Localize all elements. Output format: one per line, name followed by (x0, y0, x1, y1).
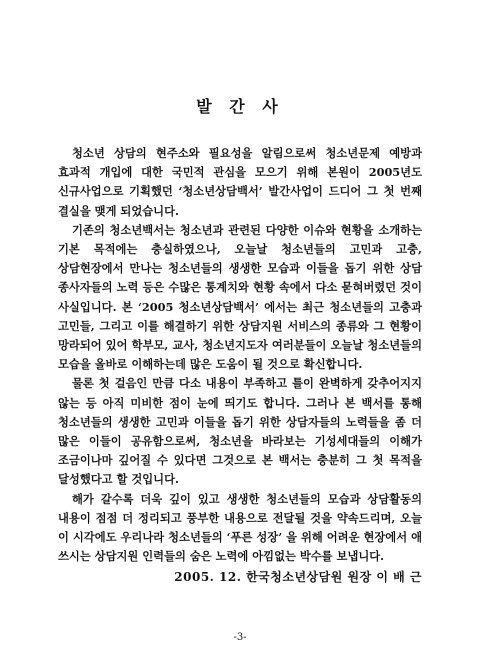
signature-line: 2005. 12. 한국청소년상담원 원장 이 배 근 (174, 570, 422, 584)
preface-body (58, 144, 422, 566)
paragraph-3: 물론 첫 걸음인 만큼 다소 내용이 부족하고 틀이 완벽하게 갖추어지지 않는 등 아직 미비한 점이 눈에 띄기도 합니다. 그러나 본 백서를 통해 청소년들의 생생한 고민과 이들을 돕기 위한 상담자들의 노력들을 좀 더 많은 이들이 공유함으로써, 청소년을 바라보는 기성세대들의 이해가 조금이나마 깊어질 수 있다면 그것으로 본 백서는 충분히 그 첫 목적을 달성했다고 할 것입니다. (58, 376, 422, 487)
paragraph-2: 기존의 청소년백서는 청소년과 관련된 다양한 이슈와 현황을 소개하는 기본 목적에는 충실하였으나, 오늘날 청소년들의 고민과 고충, 상담현장에서 만나는 청소년들의 생생한 모습과 이들을 돕기 위한 상담 종사자들의 노력 등은 수많은 통계치와 현황 속에서 다소 묻혀버렸던 것이 사실입니다. 본 ‘2005 청소년상담백서’ 에서는 최근 청소년들의 고충과 고민들, 그리고 이를 해결하기 위한 상담지원 서비스의 종류와 그 현황이 망라되어 있어 학부모, 교사, 청소년지도자 여러분들이 오늘날 청소년들의 모습을 올바로 이해하는데 많은 도움이 될 것으로 확신합니다. (58, 222, 422, 372)
page-number: -3- (233, 632, 247, 643)
page-title: 발 간 사 (196, 97, 284, 116)
paragraph-1: 청소년 상담의 현주소와 필요성을 알림으로써 청소년문제 예방과 효과적 개입에 대한 국민적 관심을 모으기 위해 본원이 2005년도 신규사업으로 기획했던 ‘청소년상담백서’ 발간사업이 드디어 그 첫 번째 결실을 맺게 되었습니다. (58, 146, 422, 218)
paragraph-4: 해가 갈수록 더욱 깊이 있고 생생한 청소년들의 모습과 상담활동의 내용이 점점 더 정리되고 풍부한 내용으로 전달될 것을 약속드리며, 오늘 이 시각에도 우리나라 청소년들의 ‘푸른 성장’ 을 위해 어려운 현장에서 애 쓰시는 상담지원 인력들의 숨은 노력에 아낌없는 박수를 보냅니다. (58, 491, 422, 564)
